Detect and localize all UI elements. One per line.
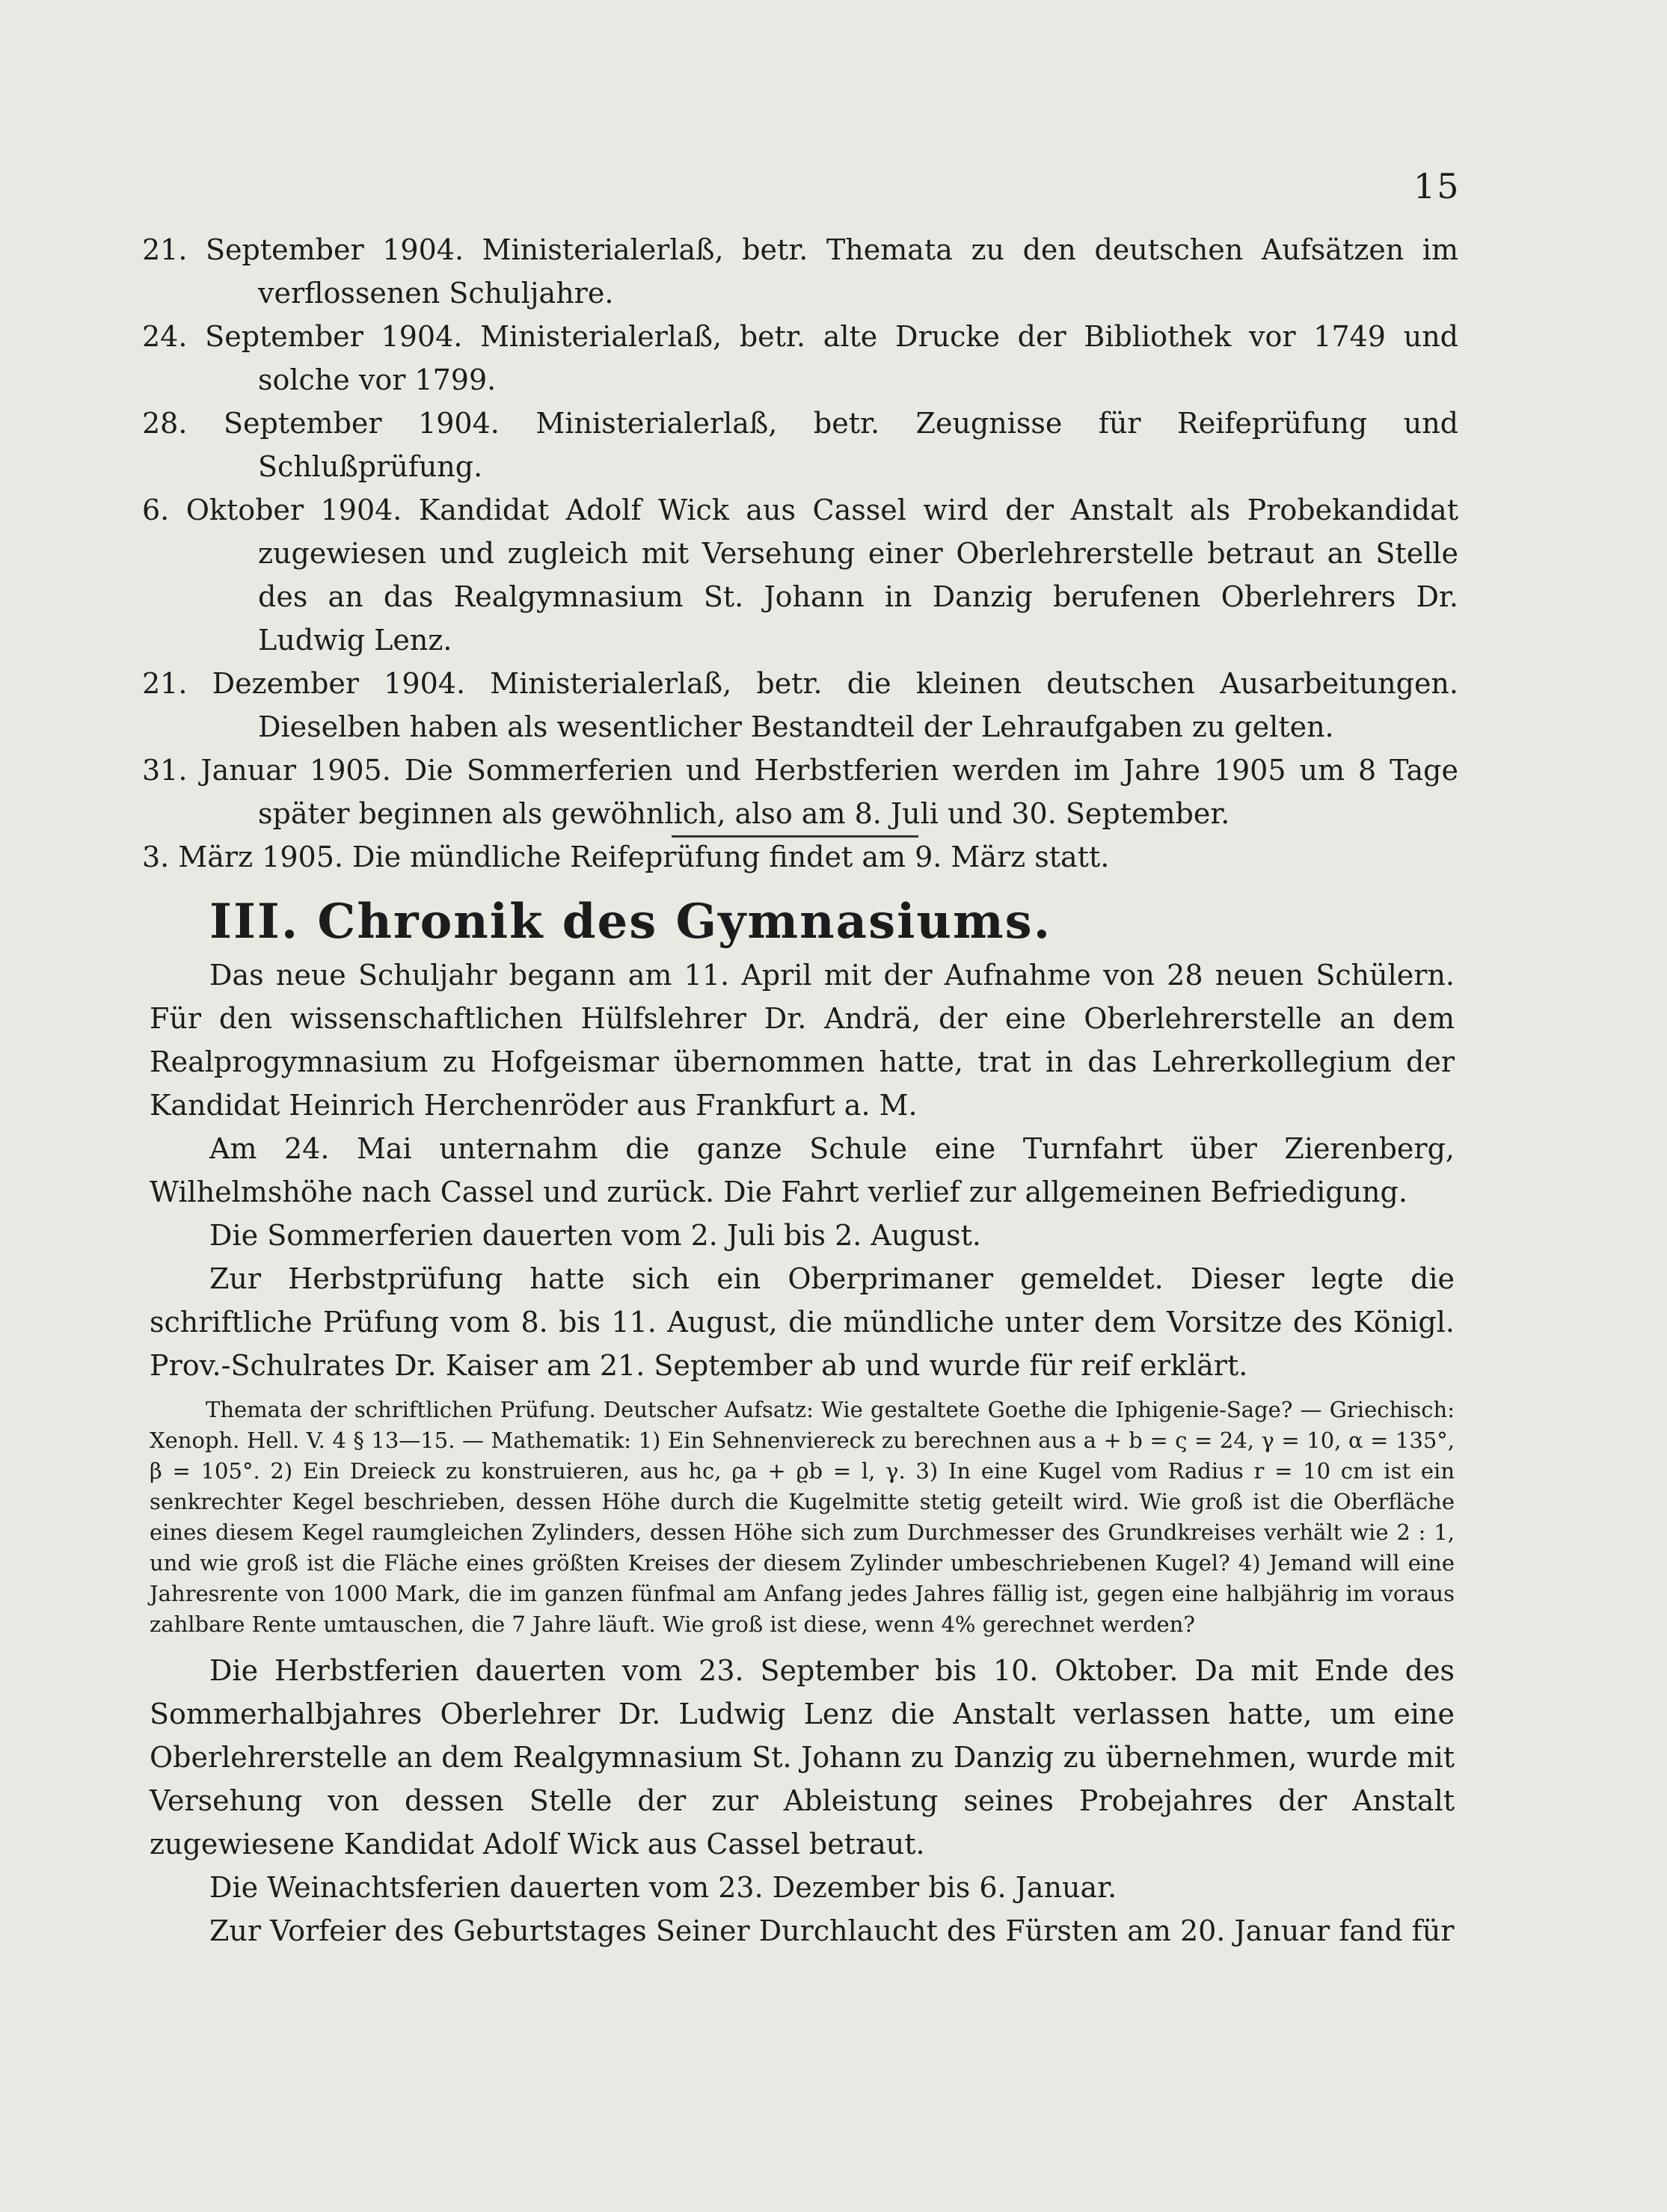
exam-topics-note: Themata der schriftlichen Prüfung. Deutscher Aufsatz: Wie gestaltete Goethe die Iphigenie-Sage? — Griechisch: Xenoph. Hell. V. 4 § 13—15. — Mathematik: 1) Ein Sehnenviereck zu berechnen aus a + b = ς = 24, γ = 10, α = 135°, β = 105°. 2) Ein Dreieck zu konstruieren, aus hc, ϱa + ϱb = l, γ. 3) In eine Kugel vom Radius r = 10 cm ist ein senkrechter Kegel beschrieben, dessen Höhe durch die Kugelmitte stetig geteilt wird. Wie groß ist die Oberfläche eines diesem Kegel raumgleichen Zylinders, dessen Höhe sich zum Durchmesser des Grundkreises verhält wie 2 : 1, und wie groß ist die Fläche eines größten Kreises der diesem Zylinder umbeschriebenen Kugel? 4) Jemand will eine Jahresrente von 1000 Mark, die im ganzen fünfmal am Anfang jedes Jahres fällig ist, gegen eine halbjährig im voraus zahlbare Rente umtauschen, die 7 Jahre läuft. Wie groß ist diese, wenn 4% gerechnet werden? <box>150 1397 1455 1637</box>
chronicle-paragraph: Das neue Schuljahr begann am 11. April mit der Aufnahme von 28 neuen Schülern. Für den wissenschaftlichen Hülfslehrer Dr. Andrä, der eine Oberlehrerstelle an dem Realprogymnasium zu Hofgeismar übernommen hatte, trat in das Lehrerkollegium der Kandidat Heinrich Herchenröder aus Frankfurt a. M. <box>150 959 1455 1122</box>
chronicle-paragraph: Zur Vorfeier des Geburtstages Seiner Durchlaucht des Fürsten am 20. Januar fand für <box>209 1914 1455 1947</box>
chronicle-paragraph: Die Sommerferien dauerten vom 2. Juli bis 2. August. <box>209 1219 981 1252</box>
decree-entry: 6. Oktober 1904. Kandidat Adolf Wick aus Cassel wird der Anstalt als Probekandidat zugewiesen und zugleich mit Versehung einer Oberlehrerstelle betraut an Stelle des an das Realgymnasium St. Johann in Danzig berufenen Oberlehrers Dr. Ludwig Lenz. <box>142 494 1458 657</box>
section-heading: III. Chronik des Gymnasiums. <box>209 894 1052 950</box>
chronicle-body <box>150 953 1455 1953</box>
decree-entry: 31. Januar 1905. Die Sommerferien und Herbstferien werden im Jahre 1905 um 8 Tage später beginnen als gewöhnlich, also am 8. Juli und 30. September. <box>142 754 1458 830</box>
chronicle-paragraph: Die Weinachtsferien dauerten vom 23. Dezember bis 6. Januar. <box>209 1871 1117 1904</box>
section-divider <box>672 835 918 838</box>
decree-entry: 21. Dezember 1904. Ministerialerlaß, betr. die kleinen deutschen Ausarbeitungen. Dieselben haben als wesentlicher Bestandteil der Lehraufgaben zu gelten. <box>142 667 1458 743</box>
decree-entry: 24. September 1904. Ministerialerlaß, betr. alte Drucke der Bibliothek vor 1749 und solche vor 1799. <box>142 320 1458 396</box>
decree-entry: 3. März 1905. Die mündliche Reifeprüfung findet am 9. März statt. <box>142 841 1110 873</box>
decree-entry: 21. September 1904. Ministerialerlaß, betr. Themata zu den deutschen Aufsätzen im verflossenen Schuljahre. <box>142 233 1458 310</box>
chronicle-paragraph: Die Herbstferien dauerten vom 23. September bis 10. Oktober. Da mit Ende des Sommerhalbjahres Oberlehrer Dr. Ludwig Lenz die Anstalt verlassen hatte, um eine Oberlehrerstelle an dem Realgymnasium St. Johann zu Danzig zu übernehmen, wurde mit Versehung von dessen Stelle der zur Ableistung seines Probejahres der Anstalt zugewiesene Kandidat Adolf Wick aus Cassel betraut. <box>150 1654 1455 1861</box>
page-number: 15 <box>1413 166 1461 206</box>
decree-entry: 28. September 1904. Ministerialerlaß, betr. Zeugnisse für Reifeprüfung und Schlußprüfung. <box>142 407 1458 483</box>
chronicle-paragraph: Am 24. Mai unternahm die ganze Schule eine Turnfahrt über Zierenberg, Wilhelmshöhe nach Cassel und zurück. Die Fahrt verlief zur allgemeinen Befriedigung. <box>150 1132 1455 1208</box>
decree-list <box>142 228 1458 879</box>
chronicle-paragraph: Zur Herbstprüfung hatte sich ein Oberprimaner gemeldet. Dieser legte die schriftliche Prüfung vom 8. bis 11. August, die mündliche unter dem Vorsitze des Königl. Prov.-Schulrates Dr. Kaiser am 21. September ab und wurde für reif erklärt. <box>150 1262 1455 1382</box>
